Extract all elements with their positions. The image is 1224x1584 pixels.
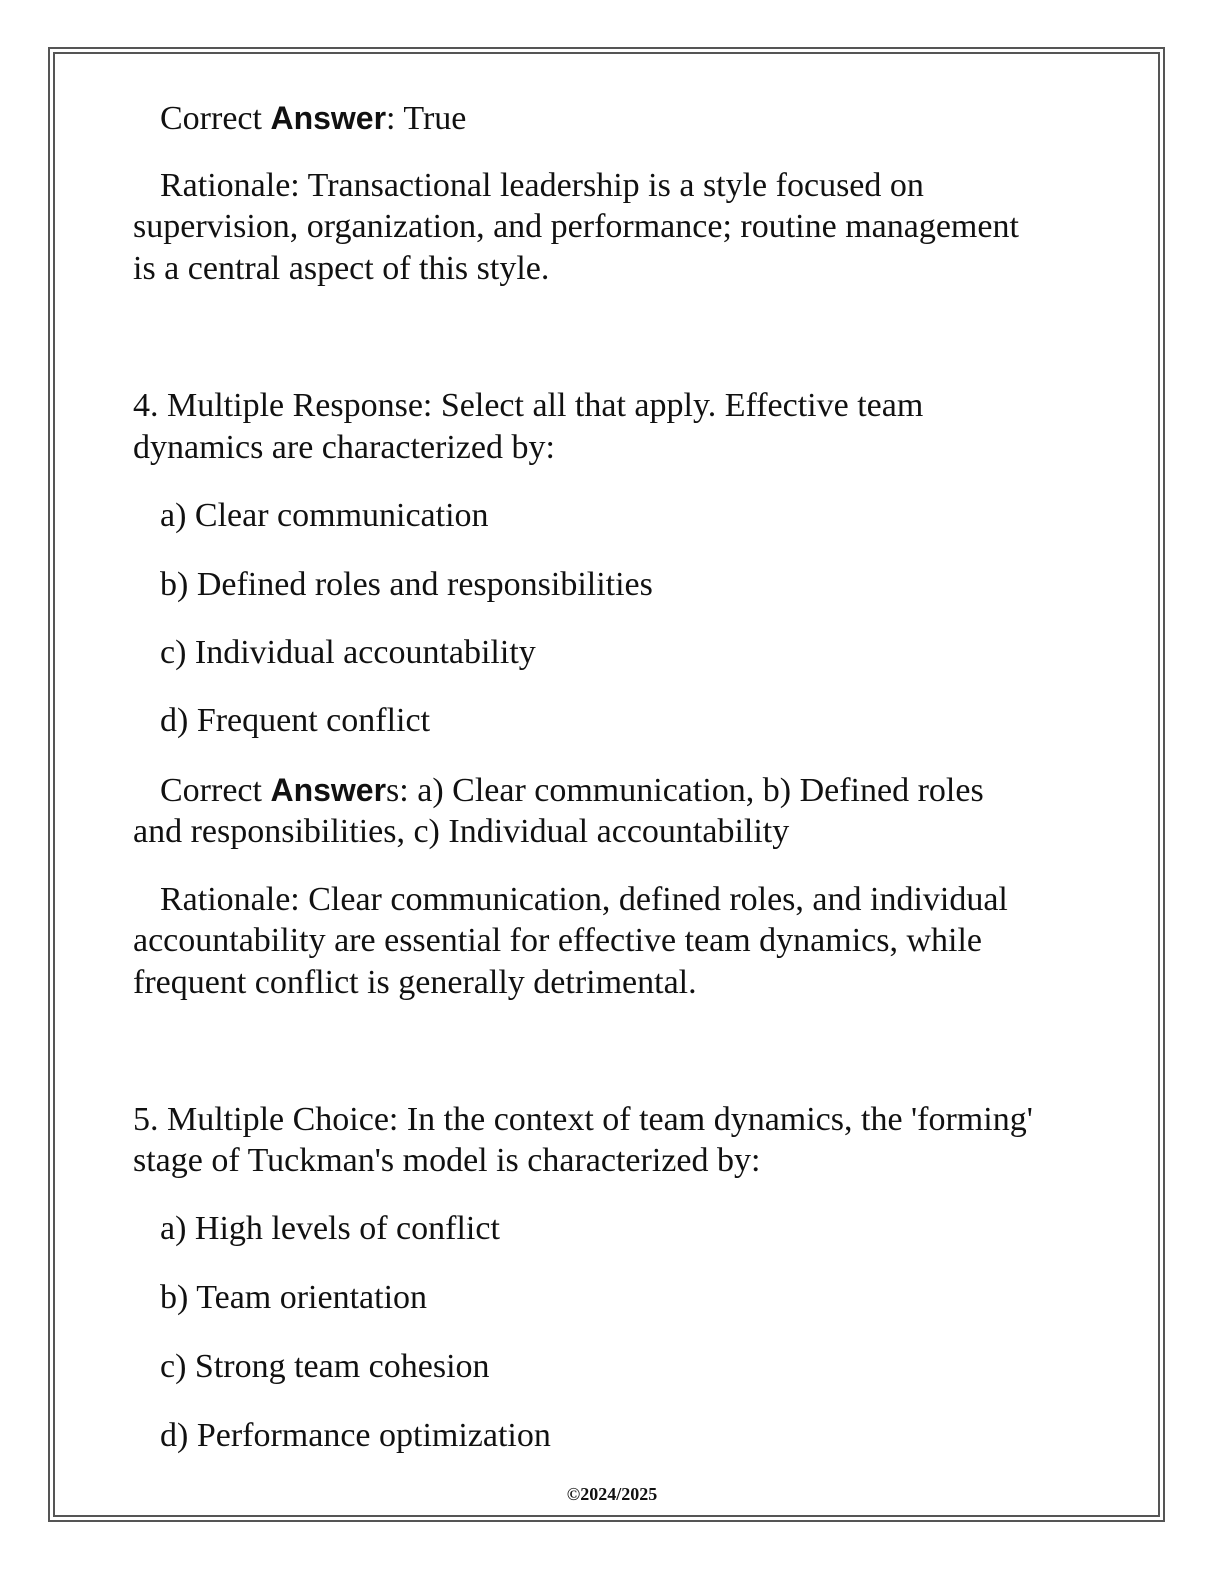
question-5-text: 5. Multiple Choice: In the context of team dynamics, the 'forming'	[133, 1101, 1033, 1138]
question-4-option-c: c) Individual accountability	[160, 634, 536, 671]
correct-answer-line	[0, 97, 1224, 140]
question-5-option-c: c) Strong team cohesion	[160, 1348, 490, 1385]
question-4-rationale: accountability are essential for effective team dynamics, while	[133, 922, 983, 959]
rationale-line: is a central aspect of this style.	[133, 250, 550, 287]
copyright-footer: ©2024/2025	[566, 1484, 658, 1504]
question-4-text: 4. Multiple Response: Select all that apply. Effective team	[133, 387, 924, 424]
answer-value: : True	[386, 100, 467, 137]
question-4-rationale: Rationale: Clear communication, defined roles, and individual	[160, 881, 1008, 918]
rationale-line: Rationale: Transactional leadership is a style focused on	[160, 167, 924, 204]
question-5-option-d: d) Performance optimization	[160, 1417, 551, 1454]
answer-prefix: Correct	[160, 772, 271, 809]
question-5-option-a: a) High levels of conflict	[160, 1210, 500, 1247]
question-4-option-a: a) Clear communication	[160, 497, 489, 534]
question-5-option-b: b) Team orientation	[160, 1279, 428, 1316]
question-4-option-b: b) Defined roles and responsibilities	[160, 566, 653, 603]
answer-value: s: a) Clear communication, b) Defined roles	[386, 772, 984, 809]
question-4-correct-answers	[0, 769, 1224, 812]
answer-keyword: Answer	[270, 100, 387, 136]
rationale-line: supervision, organization, and performance; routine management	[133, 208, 1019, 245]
answer-keyword: Answer	[270, 772, 387, 808]
question-4-option-d: d) Frequent conflict	[160, 702, 431, 739]
question-4-rationale: frequent conflict is generally detrimental.	[133, 964, 697, 1001]
answer-prefix: Correct	[160, 100, 271, 137]
question-4-correct-answers-cont: and responsibilities, c) Individual accountability	[133, 813, 790, 850]
question-5-text: stage of Tuckman's model is characterized by:	[133, 1142, 761, 1179]
question-4-text: dynamics are characterized by:	[133, 429, 555, 466]
